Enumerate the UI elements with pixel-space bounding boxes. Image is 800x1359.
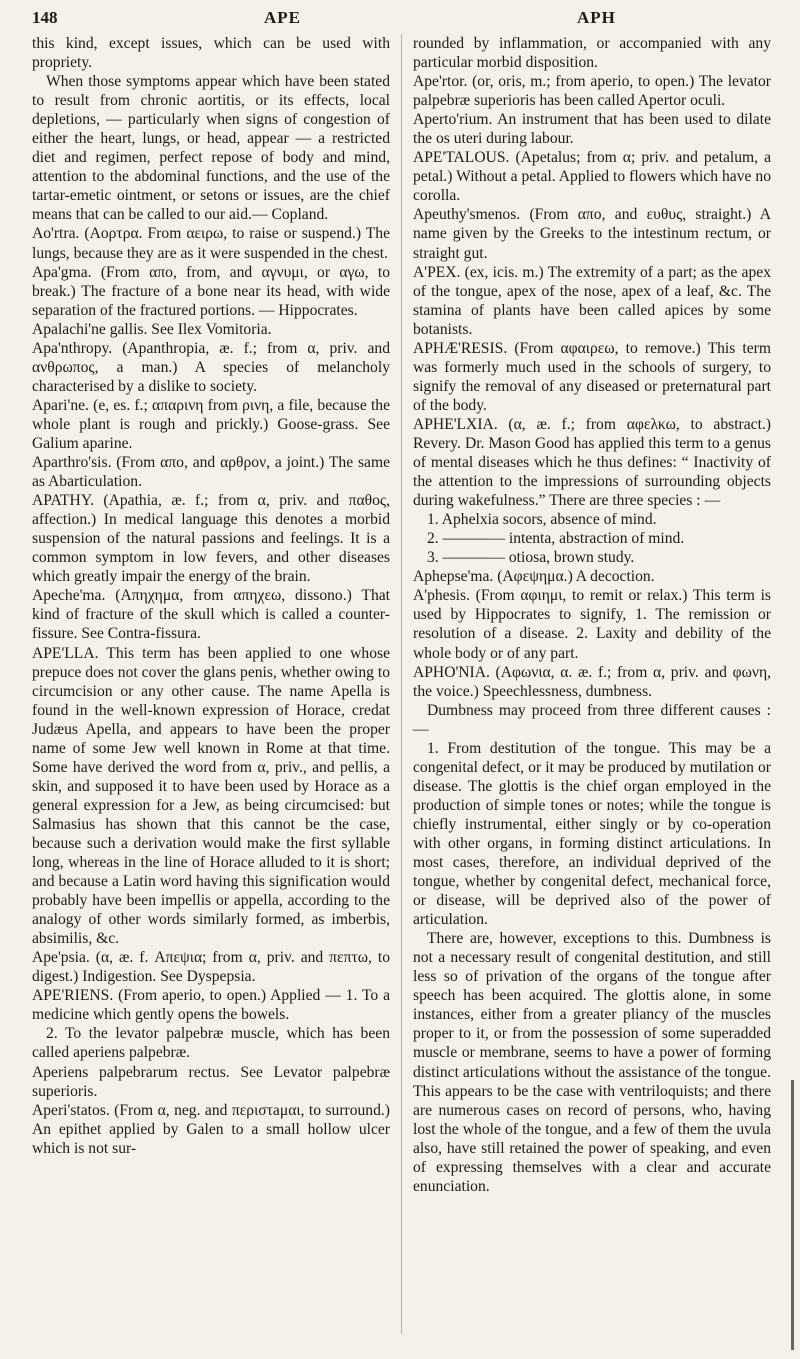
dictionary-entry: Apeuthy'smenos. (From απο, and ευθυς, straight.) A name given by the Greeks to the intestinum rectum, or straight gut. <box>413 206 771 262</box>
dictionary-entry: Dumbness may proceed from three different causes : — <box>413 701 771 738</box>
dictionary-entry: Aperto'rium. An instrument that has been used to dilate the os uteri during labour. <box>413 111 771 148</box>
right-column <box>413 34 771 1196</box>
dictionary-entry: Aperiens palpebrarum rectus. See Levator palpebræ superioris. <box>32 1063 390 1100</box>
running-header <box>32 8 772 32</box>
dictionary-entry: APHÆ'RESIS. (From αφαιρεω, to remove.) This term was formerly much used in the schools of surgery, to signify the removal of any diseased or preternatural part of the body. <box>413 339 771 414</box>
dictionary-entry: APHE'LXIA. (α, æ. f.; from αφελκω, to abstract.) Revery. Dr. Mason Good has applied this term to a genus of mental diseases which he thus defines: “ Inactivity of the attention to the impressions of surrounding objects during wakefulness.” There are three species : — <box>413 415 771 510</box>
dictionary-entry: Aparthro'sis. (From απο, and αρθρον, a joint.) The same as Abarticulation. <box>32 454 390 491</box>
dictionary-entry: Apeche'ma. (Απηχημα, from απηχεω, dissono.) That kind of fracture of the skull which is called a counter-fissure. See Contra-fissura. <box>32 587 390 643</box>
dictionary-entry: rounded by inflammation, or accompanied with any particular morbid disposition. <box>413 35 771 72</box>
dictionary-entry: APHO'NIA. (Αφωνια, α. æ. f.; from α, priv. and φωνη, the voice.) Speechlessness, dumbness. <box>413 663 771 700</box>
dictionary-entry: Apa'nthropy. (Apanthropia, æ. f.; from α, priv. and ανθρωπος, a man.) A species of melancholy characterised by a dislike to society. <box>32 339 390 395</box>
page-edge-mark <box>791 1080 794 1350</box>
dictionary-entry: Ao'rtra. (Αορτρα. From αειρω, to raise or suspend.) The lungs, because they are as it were suspended in the chest. <box>32 225 390 262</box>
dictionary-entry: 3. ———— otiosa, brown study. <box>427 549 635 567</box>
dictionary-entry: Ape'rtor. (or, oris, m.; from aperio, to open.) The levator palpebræ superioris has been called Apertor oculi. <box>413 73 771 110</box>
left-column <box>32 34 390 1158</box>
dictionary-entry: A'phesis. (From αφιημι, to remit or relax.) This term is used by Hippocrates to signify, 1. The remission or resolution of a disease. 2. Laxity and debility of the whole body or of any part. <box>413 587 771 662</box>
dictionary-entry: When those symptoms appear which have been stated to result from chronic aortitis, or its effects, local depletions, — particularly when signs of congestion of either the heart, lungs, or head, appear — a restricted diet and regimen, perfect repose of body and mind, attention to the abdominal functions, and the use of the tartar-emetic ointment, or setons or issues, are the chief means that can be called to our aid.— Copland. <box>32 73 390 224</box>
dictionary-entry: A'PEX. (ex, icis. m.) The extremity of a part; as the apex of the tongue, apex of the nose, apex of a leaf, &c. The stamina of plants have been called apices by some botanists. <box>413 263 771 338</box>
dictionary-entry: Apa'gma. (From απο, from, and αγνυμι, or αγω, to break.) The fracture of a bone near its head, with wide separation of the fractured portions. — Hippocrates. <box>32 263 390 319</box>
dictionary-entry: 2. To the levator palpebræ muscle, which has been called aperiens palpebræ. <box>32 1025 390 1062</box>
dictionary-entry: Apalachi'ne gallis. See Ilex Vomitoria. <box>32 320 272 338</box>
dictionary-entry: Aperi'statos. (From α, neg. and περιστaμαι, to surround.) An epithet applied by Galen to a small hollow ulcer which is not sur- <box>32 1101 390 1157</box>
dictionary-entry: 2. ———— intenta, abstraction of mind. <box>427 530 685 548</box>
left-running-head: APE <box>264 8 301 27</box>
dictionary-entry: APE'TALOUS. (Apetalus; from α; priv. and petalum, a petal.) Without a petal. Applied to flowers which have no corolla. <box>413 149 771 205</box>
dictionary-entry: APATHY. (Apathia, æ. f.; from α, priv. and παθος, affection.) In medical language this denotes a morbid suspension of the natural passions and feelings. It is a common symptom in low fevers, and other diseases which greatly impair the energy of the brain. <box>32 492 390 586</box>
dictionary-entry: Ape'psia. (α, æ. f. Απεψια; from α, priv. and πεπτω, to digest.) Indigestion. See Dyspepsia. <box>32 949 390 986</box>
dictionary-entry: 1. Aphelxia socors, absence of mind. <box>427 511 657 529</box>
dictionary-entry: Apari'ne. (e, es. f.; απαρινη from ρινη, a file, because the whole plant is rough and prickly.) Goose-grass. See Galium aparine. <box>32 396 390 452</box>
dictionary-entry: Aphepse'ma. (Αφεψημα.) A decoction. <box>413 568 655 586</box>
right-running-head: APH <box>577 8 616 27</box>
dictionary-entry: There are, however, exceptions to this. Dumbness is not a necessary result of congenital destitution, and still less so of privation of the organs of the tongue after speech has been acquired. The glottis alone, in some instances, either from a greater pliancy of the muscles proper to it, or from the possession of some superadded muscle or membrane, seems to have a power of forming distinct articulations without the assistance of the tongue. This appears to be the case with ventriloquists; and there are numerous cases on record of persons, who, having lost the whole of the tongue, and a few of them the uvula also, have still retained the power of speaking, and even of expressing themselves with a clear and accurate enunciation. <box>413 930 771 1195</box>
dictionary-entry: APE'RIENS. (From aperio, to open.) Applied — 1. To a medicine which gently opens the bowels. <box>32 987 390 1024</box>
dictionary-entry: APE'LLA. This term has been applied to one whose prepuce does not cover the glans penis, whether owing to circumcision or any other cause. The name Apella is found in the well-known expression of Horace, credat Judæus Apella, and appears to have been the proper name of some Jew well known in Rome at that time. Some have derived the word from α, priv., and pellis, a skin, and supposed it to have been used by Horace as a general expression for a Jew, as being circumcised: but Salmasius has shown that this cannot be the case, because such a derivation would make the first syllable long, whereas in the line of Horace alluded to it is short; and because a Latin word having this signification would probably have been impellis or appella, according to the analogy of other words similarly formed, as imberbis, absimilis, &c. <box>32 644 390 948</box>
column-divider <box>401 34 402 1334</box>
dictionary-entry: this kind, except issues, which can be used with propriety. <box>32 35 390 72</box>
page-number: 148 <box>32 8 58 27</box>
dictionary-entry: 1. From destitution of the tongue. This may be a congenital defect, or it may be produced by mutilation or disease. The glottis is the chief organ employed in the production of simple tones or notes; while the tongue is chiefly instrumental, either singly or by co-operation with other organs, in forming distinct articulations. In most cases, therefore, an individual deprived of the tongue, whether by congenital defect, mechanical force, or disease, will be deprived also of the power of articulation. <box>413 739 771 929</box>
